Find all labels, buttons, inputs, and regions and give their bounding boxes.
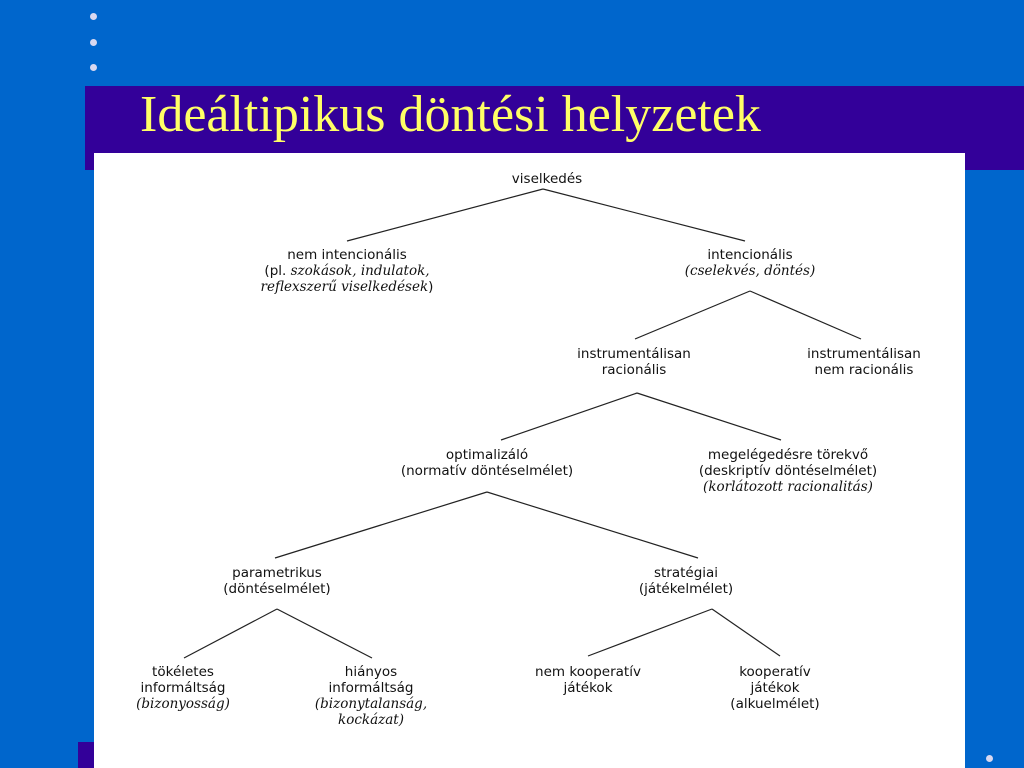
node-nem-intencionalis: nem intencionális (pl. szokások, indulatok, reflexszerű viselkedések) [260, 247, 434, 295]
bullet-dot [986, 755, 993, 762]
node-megelegedesre-torekvo: megelégedésre törekvő (deskriptív döntéselmélet) (korlátozott racionalitás) [698, 447, 878, 495]
node-instrumentalisan-nem-racionalis: instrumentálisan nem racionális [807, 346, 921, 378]
edge-strategic-coop [712, 609, 780, 656]
bullet-dot [90, 39, 97, 46]
edge-parametric-perfect [184, 609, 277, 658]
node-optimalizalo: optimalizáló (normatív döntéselmélet) [400, 447, 574, 479]
edge-rational-optimizing [501, 393, 637, 440]
bullet-dot [90, 13, 97, 20]
node-intencionalis: intencionális (cselekvés, döntés) [684, 247, 816, 279]
edge-intentional-instr-nonrational [750, 291, 861, 339]
node-parametrikus: parametrikus (döntéselmélet) [223, 565, 331, 597]
node-strategiai: stratégiai (játékelmélet) [638, 565, 734, 597]
node-tokeletes-informaltsag: tökéletes informáltság (bizonyosság) [136, 664, 230, 712]
edge-rational-satisficing [637, 393, 781, 440]
edge-root-intentional [543, 189, 745, 241]
edge-strategic-noncoop [588, 609, 712, 656]
edge-optimizing-strategic [487, 492, 698, 558]
bullet-dot [90, 64, 97, 71]
node-instrumentalisan-racionalis: instrumentálisan racionális [577, 346, 691, 378]
edge-intentional-instr-rational [635, 291, 750, 339]
node-nem-kooperativ-jatekok: nem kooperatív játékok [535, 664, 641, 696]
node-kooperativ-jatekok: kooperatív játékok (alkuelmélet) [730, 664, 820, 712]
edge-parametric-incomplete [277, 609, 372, 658]
diagram-panel [94, 153, 965, 768]
node-viselkedes: viselkedés [511, 171, 583, 187]
node-hianyos-informaltsag: hiányos informáltság (bizonytalanság, kockázat) [314, 664, 428, 728]
edge-optimizing-parametric [275, 492, 487, 558]
edge-root-nonintentional [347, 189, 543, 241]
slide-title: Ideáltipikus döntési helyzetek [140, 86, 761, 143]
